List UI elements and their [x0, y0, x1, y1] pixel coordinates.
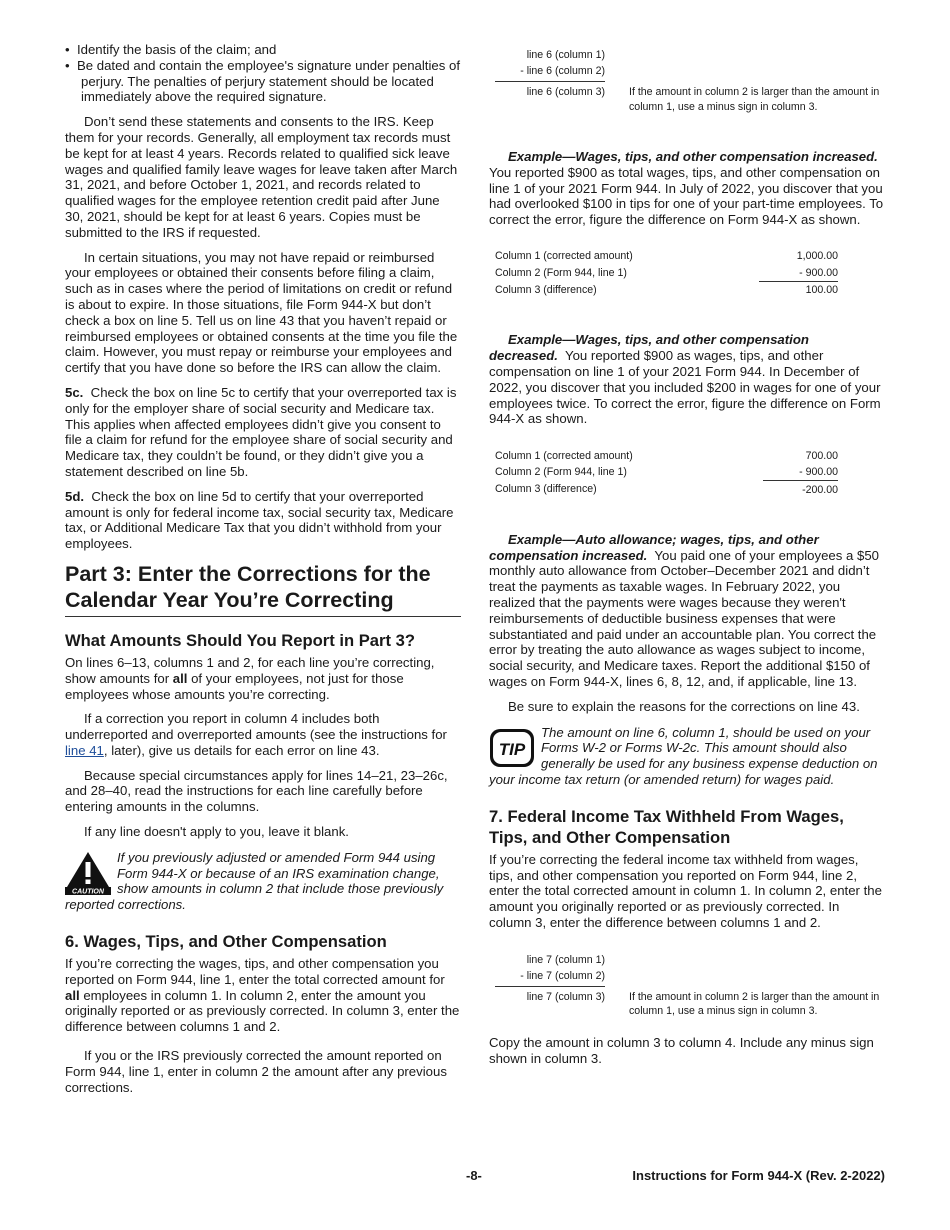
line-7-col3-label: line 7 (column 3) [526, 990, 605, 1003]
table-row: Column 2 (Form 944, line 1) - 900.00 [495, 464, 838, 481]
example-3-title: Example—Auto allowance; wages, tips, and other compensation increased. [489, 531, 819, 563]
tip-note [489, 725, 885, 788]
left-column [65, 42, 461, 1095]
table-row: Column 2 (Form 944, line 1) - 900.00 [495, 264, 838, 281]
line-5c-lead: 5c. [65, 384, 84, 400]
calculation-rule [495, 986, 605, 987]
tip-icon [489, 726, 537, 770]
bullet-item: • Identify the basis of the claim; and [65, 42, 277, 57]
page-number: -8- [466, 1168, 482, 1183]
table-row: Column 3 (difference) 100.00 [495, 283, 838, 297]
line-5c-paragraph [65, 385, 461, 480]
calculation-rule [495, 81, 605, 82]
line-6-minus-note: If the amount in column 2 is larger than the amount in column 1, use a minus sign in column 3. [629, 86, 880, 113]
what-amounts-paragraph-3: Because special circumstances apply for lines 14–21, 23–26c, and 28–40, read the instructions for each line carefully before entering amounts in the columns. [65, 767, 448, 815]
section-7-paragraph-1: If you’re correcting the federal income tax withheld from wages, tips, and other compensation you reported on Form 944, line 2, enter the total corrected amount in column 1. In column 2, enter the amount you originally reported or as previously corrected. In column 3, enter the difference between columns 1 and 2. [489, 851, 882, 930]
records-paragraph: Don’t send these statements and consents to the IRS. Keep them for your records. Generally, all employment tax records must be kept for at least 4 years. Records related to qualified sick leave wages and qualified family leave wages for leave taken after March 31, 2021, and before October 1, 2021, and records related to qualified wages for the employee retention credit paid after June 30, 2021, should be kept for at least 6 years. Copies must be submitted to the IRS if requested. [65, 114, 458, 240]
caution-label: CAUTION [72, 888, 104, 895]
what-amounts-heading: What Amounts Should You Report in Part 3? [65, 630, 415, 650]
section-7-heading: 7. Federal Income Tax Withheld From Wages, Tips, and Other Compensation [489, 806, 844, 847]
line-41-link[interactable]: line 41 [65, 742, 104, 758]
line-5d-lead: 5d. [65, 488, 85, 504]
caution-text: If you previously adjusted or amended Form 944 using Form 944-X or because of an IRS examination change, show amounts in column 2 that include those previously reported corrections. [65, 849, 444, 913]
bullet-text: Identify the basis of the claim; and [76, 42, 277, 57]
example-2-paragraph: Example—Wages, tips, and other compensation decreased. You reported $900 as wages, tips, and other compensation on line 1 of your 2021 Form 944. In December of 2022, you discover that you included $200 in wages for one of your employees twice. To correct the error, figure the difference on Form 944-X as shown. [489, 332, 881, 427]
what-amounts-paragraph-1: On lines 6–13, columns 1 and 2, for each line you’re correcting, show amounts for all of your employees, not just for those employees whose amounts you’re correcting. [65, 654, 435, 702]
tip-text: The amount on line 6, column 1, should be used on your Forms W-2 or Forms W-2c. This amount should also generally be used for any business expense deduction on your income tax return (or amended return) for wages paid. [489, 724, 878, 787]
table-row: Column 1 (corrected amount) 700.00 [495, 449, 838, 462]
right-column [489, 48, 885, 1066]
explain-reasons-paragraph: Be sure to explain the reasons for the corrections on line 43. [508, 698, 860, 714]
situations-paragraph: In certain situations, you may not have repaid or reimbursed your employees or obtained their consents before filing a claim, such as in cases where the period of limitations on credit or refund is about to expire. In those situations, file Form 944-X but don’t check a box on line 5. Tell us on line 43 that you haven’t repaid or reimbursed employees or obtained consents at the time you file the claim. However, you must repay or reimburse your employees and certify that you have done so before the IRS can allow the claim. [65, 249, 458, 376]
example-2-table [495, 447, 838, 498]
line-6-col3-label: line 6 (column 3) [526, 86, 605, 98]
line-6-calculation [489, 48, 885, 113]
example-3-paragraph: Example—Auto allowance; wages, tips, and other compensation increased. You paid one of your employees a $50 monthly auto allowance from October–December 2021 and didn’t treat the payments as taxable wages. In February 2022, you realized that the payments were wages because they weren't reimbursements of deductible business expenses that were substantiated and paid under an accountable plan. You correct the error by treating the auto allowance as wages subject to income, social security, and Medicare taxes. Report the additional $150 of wages on Form 944-X, lines 6, 8, 12, and, if applicable, line 13. [489, 531, 880, 689]
caution-note [65, 850, 461, 913]
line-7-col1-label: line 7 (column 1) [526, 953, 605, 966]
example-1-table [495, 248, 838, 299]
line-7-minus-note: If the amount in column 2 is larger than the amount in column 1, use a minus sign in column 3. [629, 990, 880, 1018]
what-amounts-paragraph-4: If any line doesn't apply to you, leave it blank. [84, 824, 349, 840]
table-row: Column 3 (difference) -200.00 [495, 483, 838, 496]
what-amounts-paragraph-2: If a correction you report in column 4 includes both underreported and overreported amounts (see the instructions for line 41, later), give us details for each error on line 43. [65, 711, 447, 758]
example-1-title: Example—Wages, tips, and other compensation increased. [508, 149, 878, 164]
line-6-col2-label: - line 6 (column 2) [520, 65, 605, 77]
table-row: Column 1 (corrected amount) 1,000.00 [495, 250, 838, 263]
line-6-col1-label: line 6 (column 1) [526, 49, 605, 61]
example-1-paragraph: Example—Wages, tips, and other compensation increased. You reported $900 as total wages, tips, and other compensation on line 1 of your 2021 Form 944. In July of 2022, you discover that you had overlooked $100 in tips for one of your part-time employees. To correct the error, figure the difference on Form 944-X as shown. [489, 149, 884, 228]
line-5c-text: Check the box on line 5c to certify that your overreported tax is only for the employer share of social security and Medicare tax. This applies when affected employees didn’t give you consent to file a claim for refund for the employee share of social security and Medicare tax, they couldn’t be found, or they didn’t give you a statement described on line 5b. [65, 384, 457, 479]
section-6-paragraph-2: If you or the IRS previously corrected the amount reported on Form 944, line 1, enter in column 2 the amount after any previous corrections. [65, 1048, 447, 1095]
line-5d-text: Check the box on line 5d to certify that your overreported amount is only for federal income tax, social security tax, Medicare tax, or Additional Medicare Tax that you didn’t withhold from your employees. [65, 488, 454, 552]
bullet-item: • Be dated and contain the employee's signature under penalties of perjury. The penalties of perjury statement should be located immediately above the required signature. [65, 57, 460, 105]
section-7-paragraph-2: Copy the amount in column 3 to column 4. Include any minus sign shown in column 3. [489, 1034, 874, 1066]
bullet-text: Be dated and contain the employee's signature under penalties of perjury. The penalties of perjury statement should be located immediately above the required signature. [76, 57, 460, 105]
section-6-paragraph-1: If you’re correcting the wages, tips, and other compensation you reported on Form 944, line 1, enter the total corrected amount for all employees in column 1. In column 2, enter the amount you originally reported or as previously corrected. In column 3, enter the difference between columns 1 and 2. [65, 956, 460, 1035]
line-5d-paragraph [65, 489, 461, 552]
line-7-calculation [489, 953, 885, 1018]
line-7-col2-label: - line 7 (column 2) [520, 969, 605, 982]
document-title: Instructions for Form 944-X (Rev. 2-2022) [632, 1168, 885, 1183]
example-2-title: Example—Wages, tips, and other compensation decreased. [489, 332, 809, 364]
caution-icon [65, 851, 113, 895]
part3-heading: Part 3: Enter the Corrections for the Calendar Year You’re Correcting [65, 561, 461, 617]
tip-label: TIP [498, 739, 526, 759]
section-6-heading: 6. Wages, Tips, and Other Compensation [65, 932, 387, 952]
